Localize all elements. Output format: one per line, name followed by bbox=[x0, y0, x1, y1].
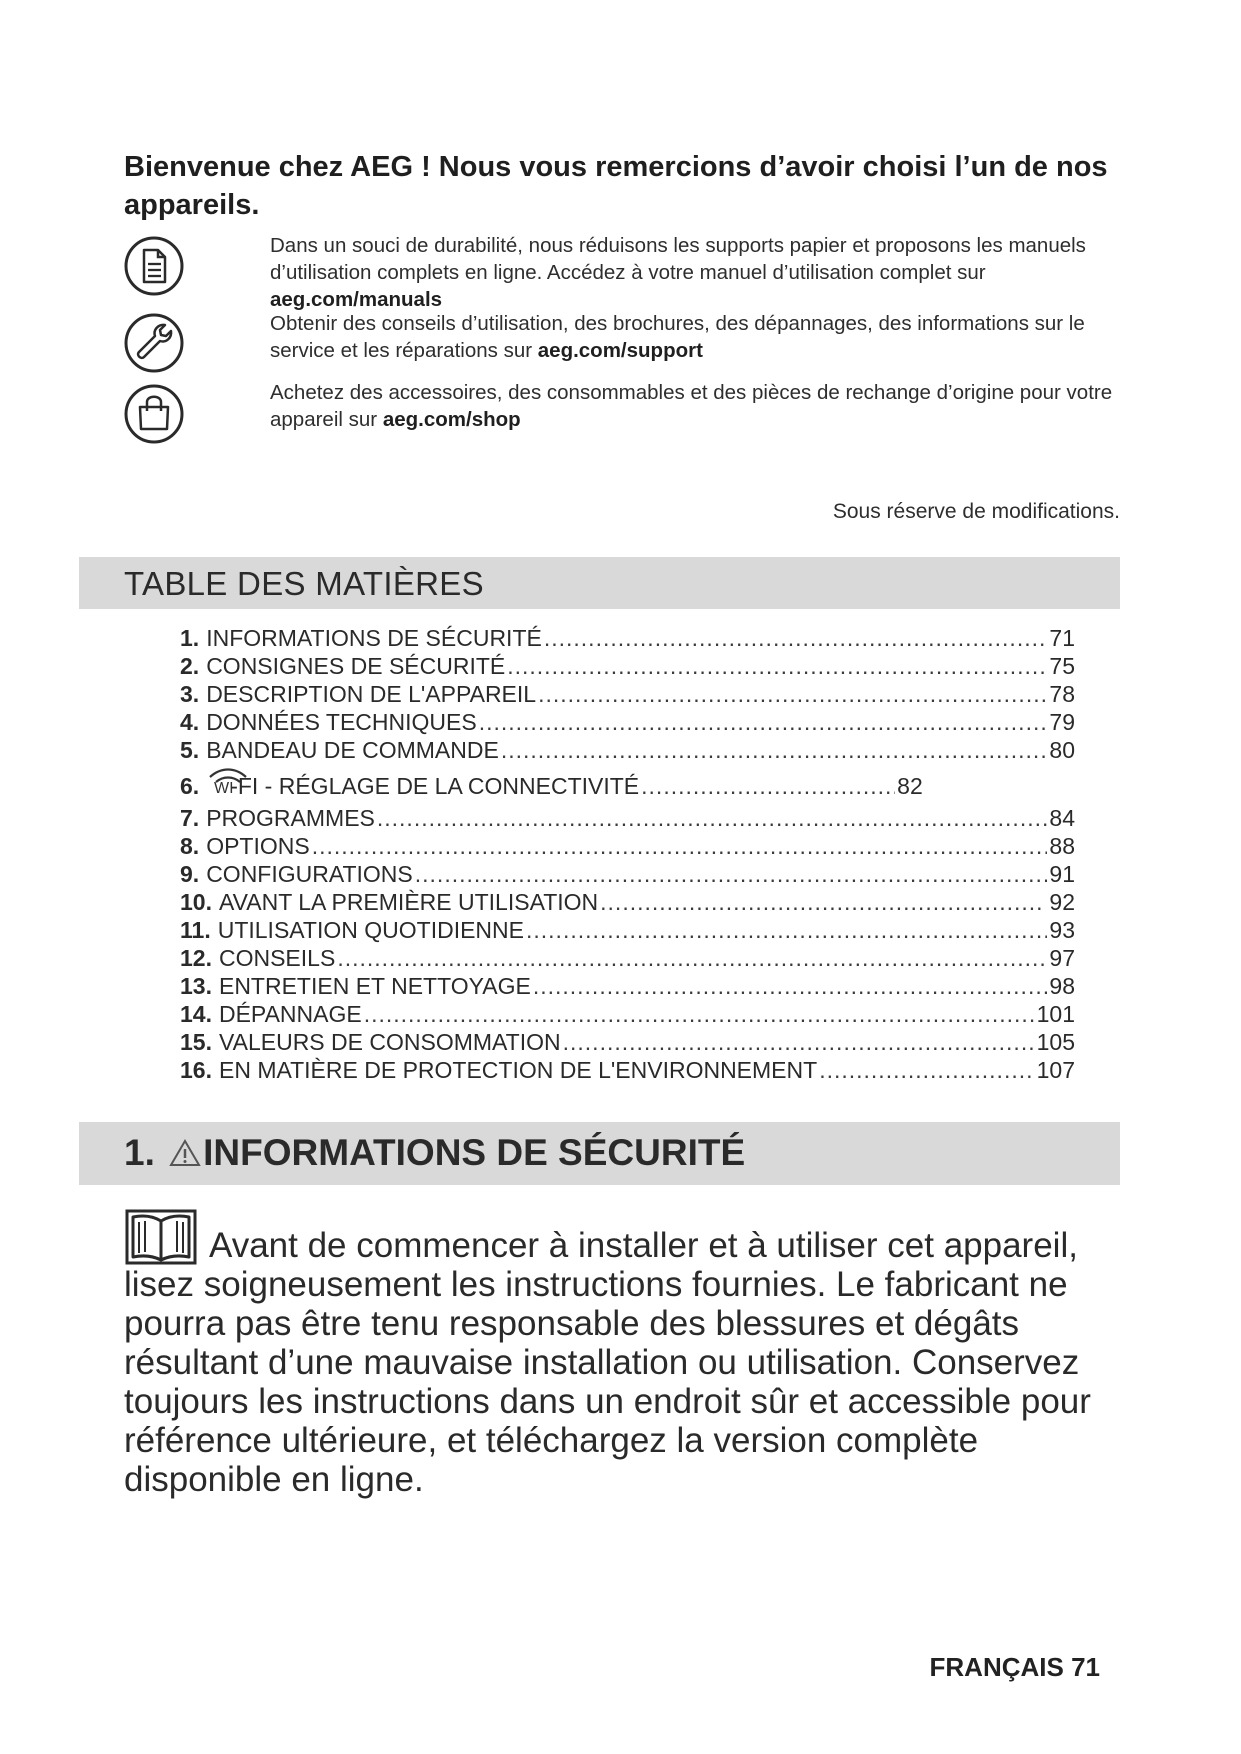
toc-item-number: 3. bbox=[180, 681, 200, 707]
toc-item-number: 14. bbox=[180, 1001, 212, 1027]
welcome-heading: Bienvenue chez AEG ! Nous vous remercions d’avoir choisi l’un de nos appareils. bbox=[124, 151, 1108, 221]
toc-item-leader bbox=[563, 1028, 1035, 1056]
toc-item-number: 16. bbox=[180, 1057, 212, 1083]
toc-item[interactable] bbox=[180, 1028, 1075, 1056]
toc-item[interactable] bbox=[180, 944, 1075, 972]
toc-item-leader bbox=[377, 804, 1048, 832]
section-header bbox=[79, 1122, 1120, 1185]
toc-item-page: 105 bbox=[1036, 1029, 1075, 1055]
toc-item-leader bbox=[415, 860, 1048, 888]
toc-item-page: 92 bbox=[1043, 889, 1075, 915]
toc-item-page: 91 bbox=[1049, 861, 1075, 887]
toc-item-leader bbox=[641, 768, 895, 804]
toc-item-label: UTILISATION QUOTIDIENNE bbox=[217, 917, 524, 943]
toc-item-leader bbox=[819, 1056, 1034, 1084]
toc-item-leader bbox=[538, 680, 1047, 708]
toc-item-number: 15. bbox=[180, 1029, 212, 1055]
toc-item[interactable] bbox=[180, 888, 1075, 916]
toc-item-label: OPTIONS bbox=[206, 833, 310, 859]
info-support bbox=[270, 310, 1120, 364]
toc-header bbox=[79, 557, 1120, 609]
toc-item-page: 75 bbox=[1049, 653, 1075, 679]
toc-item-label: -FI - RÉGLAGE DE LA CONNECTIVITÉ bbox=[230, 773, 640, 799]
toc-item[interactable] bbox=[180, 1056, 1075, 1084]
toc-item-page: 71 bbox=[1049, 625, 1075, 651]
toc-item-label: VALEURS DE CONSOMMATION bbox=[218, 1029, 561, 1055]
toc-item-page: 82 bbox=[897, 773, 923, 799]
section-title: INFORMATIONS DE SÉCURITÉ bbox=[203, 1132, 746, 1173]
section-heading bbox=[124, 1132, 745, 1174]
info-shop-text: Achetez des accessoires, des consommables et des pièces de rechange d’origine pour votre appareil sur bbox=[270, 381, 1113, 431]
toc-item-page: 107 bbox=[1036, 1057, 1075, 1083]
toc-item-label: CONSEILS bbox=[218, 945, 336, 971]
toc-item-page: 101 bbox=[1036, 1001, 1075, 1027]
toc-item-leader bbox=[600, 888, 1041, 916]
info-shop bbox=[270, 379, 1120, 433]
toc-item[interactable] bbox=[180, 832, 1075, 860]
toc-title: TABLE DES MATIÈRES bbox=[124, 565, 484, 602]
shop-link[interactable]: aeg.com/shop bbox=[382, 408, 521, 431]
section-number: 1. bbox=[124, 1132, 155, 1173]
toc-item-leader bbox=[507, 652, 1047, 680]
toc-item-leader bbox=[364, 1000, 1035, 1028]
toc-item[interactable] bbox=[180, 652, 1075, 680]
toc-item-leader bbox=[479, 708, 1048, 736]
toc-item-page: 79 bbox=[1049, 709, 1075, 735]
svg-text:WI: WI bbox=[214, 780, 234, 794]
toc-item-number: 5. bbox=[180, 737, 200, 763]
warning-icon bbox=[169, 1139, 201, 1167]
toc-item-label: DONNÉES TECHNIQUES bbox=[206, 709, 477, 735]
toc-item-label: EN MATIÈRE DE PROTECTION DE L'ENVIRONNEMENT bbox=[218, 1057, 818, 1083]
toc-item-leader bbox=[501, 736, 1048, 764]
toc-item-number: 9. bbox=[180, 861, 200, 887]
toc-item[interactable] bbox=[180, 736, 1075, 764]
toc-list bbox=[180, 624, 1075, 1084]
toc-item-number: 10. bbox=[180, 889, 212, 915]
toc-item-page: 97 bbox=[1049, 945, 1075, 971]
toc-item[interactable] bbox=[180, 1000, 1075, 1028]
info-manuals-text: Dans un souci de durabilité, nous réduisons les supports papier et proposons les manuels d’utilisation complets en ligne. Accédez à votre manuel d’utilisation complet sur bbox=[270, 234, 1086, 284]
toc-item[interactable] bbox=[180, 680, 1075, 708]
toc-item[interactable] bbox=[180, 916, 1075, 944]
toc-item-label: DÉPANNAGE bbox=[218, 1001, 362, 1027]
toc-item-label: CONFIGURATIONS bbox=[206, 861, 413, 887]
info-manuals bbox=[270, 232, 1120, 313]
toc-item-label: INFORMATIONS DE SÉCURITÉ bbox=[206, 625, 542, 651]
toc-item-leader bbox=[526, 916, 1047, 944]
toc-item-page: 98 bbox=[1049, 973, 1075, 999]
toc-item[interactable] bbox=[180, 804, 1075, 832]
page-footer: FRANÇAIS 71 bbox=[929, 1652, 1100, 1682]
toc-item-number: 12. bbox=[180, 945, 212, 971]
toc-item-page: 84 bbox=[1049, 805, 1075, 831]
toc-item-number: 4. bbox=[180, 709, 200, 735]
toc-item-page: 80 bbox=[1049, 737, 1075, 763]
toc-item-label: AVANT LA PREMIÈRE UTILISATION bbox=[218, 889, 599, 915]
safety-intro-text: Avant de commencer à installer et à utiliser cet appareil, lisez soigneusement les instructions fournies. Le fabricant ne pourra pas être tenu responsable des blessures et dégâts résultant d’une mauvaise installation ou utilisation. Conservez toujours les instructions dans un endroit sûr et accessible pour référence ultérieure, et téléchargez la version complète disponible en ligne. bbox=[124, 1226, 1091, 1499]
toc-item-number: 7. bbox=[180, 805, 200, 831]
toc-item-number: 6. bbox=[180, 773, 200, 799]
toc-item-number: 2. bbox=[180, 653, 200, 679]
manuals-link[interactable]: aeg.com/manuals bbox=[270, 288, 443, 311]
support-link[interactable]: aeg.com/support bbox=[537, 339, 703, 362]
toc-item[interactable] bbox=[180, 972, 1075, 1000]
toc-item-page: 78 bbox=[1049, 681, 1075, 707]
toc-item[interactable] bbox=[180, 624, 1075, 652]
toc-item-number: 11. bbox=[180, 917, 211, 943]
toc-item-label: PROGRAMMES bbox=[206, 805, 375, 831]
document-icon bbox=[123, 235, 185, 297]
wrench-icon bbox=[123, 312, 185, 374]
safety-intro bbox=[124, 1226, 1124, 1499]
toc-item-leader bbox=[337, 944, 1047, 972]
info-support-text: Obtenir des conseils d’utilisation, des brochures, des dépannages, des informations sur le service et les réparations sur bbox=[270, 312, 1085, 362]
toc-item-page: 88 bbox=[1049, 833, 1075, 859]
toc-item[interactable] bbox=[180, 860, 1075, 888]
toc-item[interactable] bbox=[180, 708, 1075, 736]
toc-item-leader bbox=[544, 624, 1048, 652]
toc-item-leader bbox=[312, 832, 1048, 860]
toc-item-leader bbox=[533, 972, 1048, 1000]
reserve-note: Sous réserve de modifications. bbox=[832, 500, 1120, 523]
toc-item-number: 8. bbox=[180, 833, 200, 859]
shopping-bag-icon bbox=[123, 383, 185, 445]
toc-item-label: DESCRIPTION DE L'APPAREIL bbox=[206, 681, 537, 707]
toc-item-number: 1. bbox=[180, 625, 200, 651]
toc-item-number: 13. bbox=[180, 973, 212, 999]
toc-item-page: 93 bbox=[1049, 917, 1075, 943]
toc-item[interactable] bbox=[180, 764, 1075, 804]
toc-item-label: BANDEAU DE COMMANDE bbox=[206, 737, 499, 763]
toc-item-label: ENTRETIEN ET NETTOYAGE bbox=[218, 973, 531, 999]
toc-item-label: CONSIGNES DE SÉCURITÉ bbox=[206, 653, 506, 679]
